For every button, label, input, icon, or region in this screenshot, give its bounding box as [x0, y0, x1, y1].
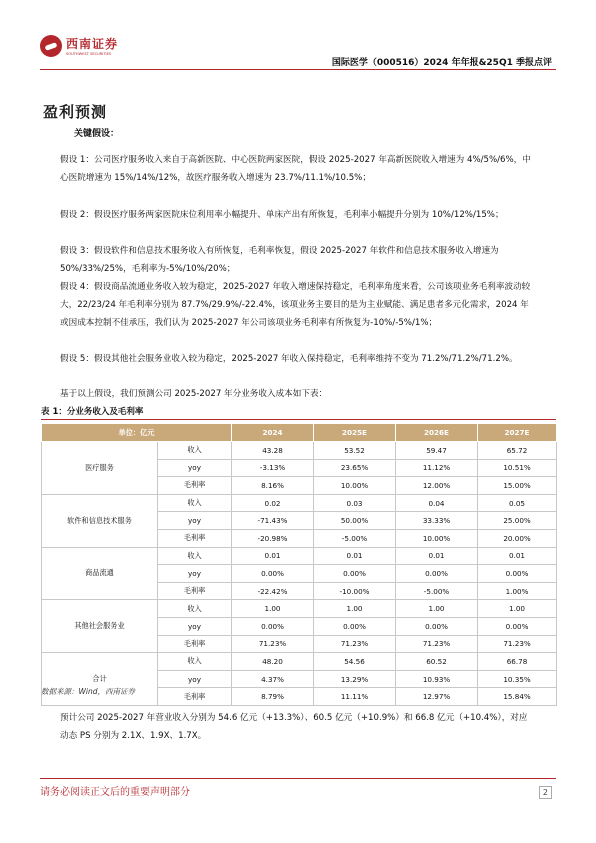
year-header: 2025E — [314, 424, 396, 442]
value-cell: 10.93% — [396, 670, 478, 688]
assumption-5: 假设 5：假设其他社会服务业收入较为稳定，2025-2027 年收入保持稳定，毛利率维持不变为 71.2%/71.2%/71.2%。 — [60, 354, 518, 364]
table-row — [42, 547, 557, 565]
value-cell: 12.97% — [396, 688, 478, 706]
value-cell: 60.52 — [396, 653, 478, 671]
metric-label: yoy — [158, 565, 232, 583]
unit-header: 单位：亿元 — [42, 424, 232, 442]
value-cell: 0.00% — [314, 565, 396, 583]
metric-label: 收入 — [158, 653, 232, 671]
metric-label: 毛利率 — [158, 582, 232, 600]
metric-label: 收入 — [158, 442, 232, 460]
value-cell: 71.23% — [396, 635, 478, 653]
assumption-3: 假设 3：假设软件和信息技术服务收入有所恢复，毛利率恢复，假设 2025-2027 年软件和信息技术服务收入增速为 50%/33%/25%，毛利率为-5%/10%/20%； — [60, 246, 499, 274]
table-caption: 表 1：分业务收入及毛利率 — [41, 407, 144, 417]
value-cell: 0.00% — [396, 617, 478, 635]
table-header-row — [42, 424, 557, 442]
segment-name: 软件和信息技术服务 — [42, 494, 158, 547]
value-cell: 1.00 — [314, 600, 396, 618]
value-cell: -3.13% — [232, 459, 314, 477]
value-cell: 0.01 — [232, 547, 314, 565]
value-cell: 0.00% — [314, 617, 396, 635]
value-cell: 59.47 — [396, 442, 478, 460]
logo-name: 西南证券 — [66, 37, 119, 51]
value-cell: 65.72 — [478, 442, 557, 460]
assumption-1: 假设 1：公司医疗服务收入来自于高新医院、中心医院两家医院，假设 2025-2027 年高新医院收入增速为 4%/5%/6%，中心医院增速为 15%/14%/12%，故医疗服务收入增速为 23.7%/11.1%/10.5%； — [60, 155, 531, 183]
value-cell: 0.04 — [396, 494, 478, 512]
metric-label: yoy — [158, 617, 232, 635]
year-header: 2024 — [232, 424, 314, 442]
value-cell: 0.00% — [478, 565, 557, 583]
value-cell: 53.52 — [314, 442, 396, 460]
value-cell: 33.33% — [396, 512, 478, 530]
assumption-4: 假设 4：假设商品流通业务收入较为稳定，2025-2027 年收入增速保持稳定，毛利率角度来看，公司该项业务毛利率波动较大，22/23/24 年毛利率分别为 87.7%/29.9%/-22.4%，该项业务主要目的是为主业赋能、满足患者多元化需求，2024 年或因成本控制不佳承压，我们认为 2025-2027 年公司该项业务毛利率有所恢复为-10%/-5%/1%； — [60, 282, 531, 328]
value-cell: 8.16% — [232, 477, 314, 495]
value-cell: 10.00% — [314, 477, 396, 495]
key-assumptions-label: 关键假设： — [74, 129, 120, 139]
data-source: 数据来源：Wind，西南证券 — [41, 687, 136, 696]
value-cell: 0.00% — [232, 565, 314, 583]
metric-label: 毛利率 — [158, 477, 232, 495]
value-cell: 0.01 — [478, 547, 557, 565]
value-cell: 54.56 — [314, 653, 396, 671]
value-cell: 71.23% — [232, 635, 314, 653]
segment-name: 医疗服务 — [42, 442, 158, 495]
metric-label: 毛利率 — [158, 529, 232, 547]
value-cell: -10.00% — [314, 582, 396, 600]
value-cell: 0.01 — [314, 547, 396, 565]
year-header: 2026E — [396, 424, 478, 442]
value-cell: 11.11% — [314, 688, 396, 706]
value-cell: 10.51% — [478, 459, 557, 477]
value-cell: 15.00% — [478, 477, 557, 495]
metric-label: 收入 — [158, 547, 232, 565]
caption-divider — [41, 419, 556, 420]
value-cell: 0.00% — [478, 617, 557, 635]
value-cell: 4.37% — [232, 670, 314, 688]
value-cell: 50.00% — [314, 512, 396, 530]
segment-name: 商品流通 — [42, 547, 158, 600]
table-row — [42, 653, 557, 671]
value-cell: 66.78 — [478, 653, 557, 671]
metric-label: 毛利率 — [158, 688, 232, 706]
value-cell: -22.42% — [232, 582, 314, 600]
page-number: 2 — [539, 786, 552, 799]
conclusion-paragraph: 预计公司 2025-2027 年营业收入分别为 54.6 亿元（+13.3%）、60.5 亿元（+10.9%）和 66.8 亿元（+10.4%），对应动态 PS 分别为 2.1X、1.9X、1.7X。 — [60, 713, 528, 741]
value-cell: -20.98% — [232, 529, 314, 547]
value-cell: 48.20 — [232, 653, 314, 671]
metric-label: 毛利率 — [158, 635, 232, 653]
value-cell: -71.43% — [232, 512, 314, 530]
value-cell: 1.00 — [232, 600, 314, 618]
value-cell: 15.84% — [478, 688, 557, 706]
company-logo — [40, 33, 122, 63]
value-cell: 1.00 — [478, 600, 557, 618]
logo-mark-icon — [40, 35, 62, 57]
value-cell: 13.29% — [314, 670, 396, 688]
value-cell: 8.79% — [232, 688, 314, 706]
value-cell: 1.00% — [478, 582, 557, 600]
value-cell: -5.00% — [314, 529, 396, 547]
value-cell: 0.03 — [314, 494, 396, 512]
assumption-2: 假设 2：假设医疗服务两家医院床位利用率小幅提升、单床产出有所恢复，毛利率小幅提升分别为 10%/12%/15%； — [60, 210, 504, 220]
footer-divider — [40, 778, 556, 779]
segment-name: 合计 — [42, 653, 158, 706]
year-header: 2027E — [478, 424, 557, 442]
table-row — [42, 442, 557, 460]
metric-label: yoy — [158, 512, 232, 530]
value-cell: 25.00% — [478, 512, 557, 530]
report-title: 国际医学（000516）2024 年年报&25Q1 季报点评 — [331, 58, 552, 68]
value-cell: 0.00% — [396, 565, 478, 583]
table-row — [42, 494, 557, 512]
segment-name: 其他社会服务业 — [42, 600, 158, 653]
value-cell: 0.00% — [232, 617, 314, 635]
metric-label: yoy — [158, 459, 232, 477]
value-cell: 20.00% — [478, 529, 557, 547]
value-cell: 0.05 — [478, 494, 557, 512]
value-cell: 10.00% — [396, 529, 478, 547]
value-cell: 71.23% — [314, 635, 396, 653]
value-cell: -5.00% — [396, 582, 478, 600]
table-intro: 基于以上假设，我们预测公司 2025-2027 年分业务收入成本如下表： — [60, 389, 328, 399]
value-cell: 23.65% — [314, 459, 396, 477]
value-cell: 10.35% — [478, 670, 557, 688]
logo-english-name: SOUTHWEST SECURITIES — [66, 52, 112, 56]
disclaimer-note: 请务必阅读正文后的重要声明部分 — [40, 787, 190, 798]
value-cell: 43.28 — [232, 442, 314, 460]
header-divider — [40, 69, 556, 70]
value-cell: 1.00 — [396, 600, 478, 618]
table-row — [42, 600, 557, 618]
metric-label: 收入 — [158, 600, 232, 618]
metric-label: yoy — [158, 670, 232, 688]
value-cell: 11.12% — [396, 459, 478, 477]
value-cell: 0.01 — [396, 547, 478, 565]
revenue-margin-table — [41, 423, 557, 706]
value-cell: 71.23% — [478, 635, 557, 653]
value-cell: 12.00% — [396, 477, 478, 495]
value-cell: 0.02 — [232, 494, 314, 512]
section-title: 盈利预测 — [43, 103, 108, 121]
metric-label: 收入 — [158, 494, 232, 512]
